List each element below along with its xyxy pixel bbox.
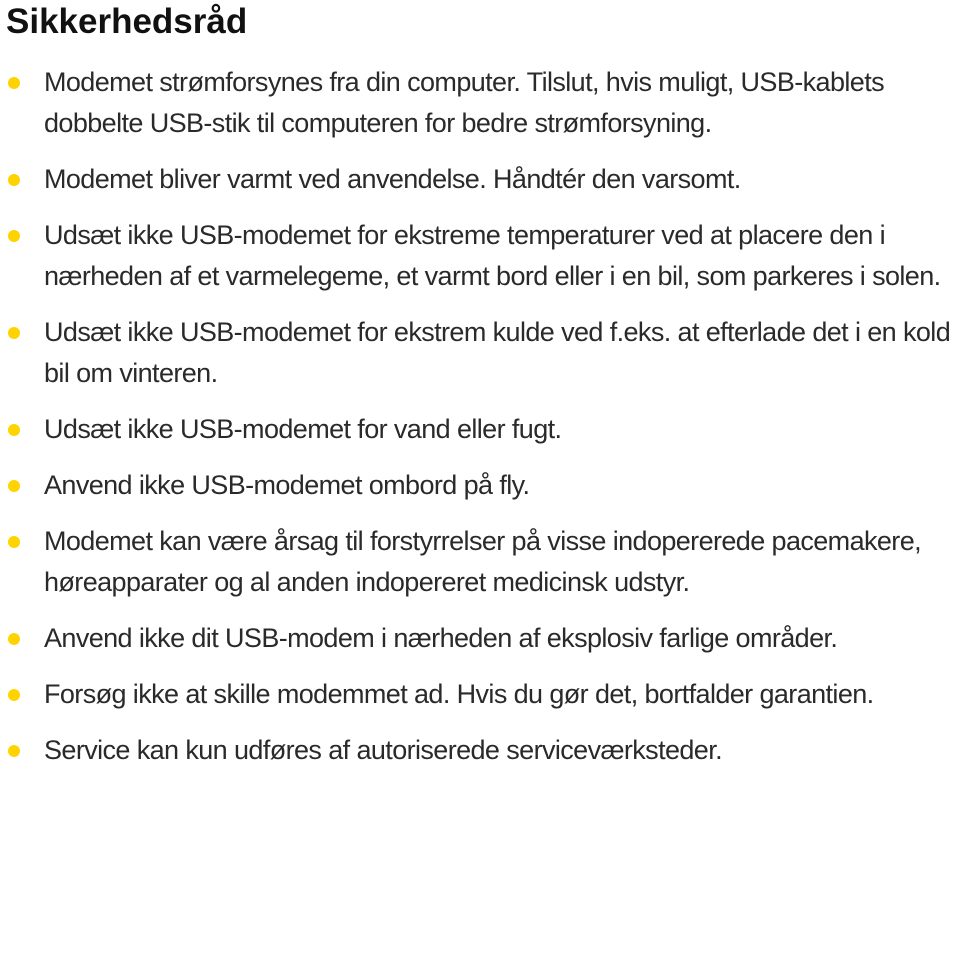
list-item [0, 521, 960, 603]
list-item-text: Udsæt ikke USB-modemet for ekstreme temperaturer ved at placere den i nærheden af et varmelegeme, et varmt bord eller i en bil, som parkeres i solen. [44, 220, 941, 291]
bullet-dot-icon [8, 689, 20, 701]
page-title: Sikkerhedsråd [6, 2, 248, 41]
list-item [0, 312, 960, 394]
list-item-text: Forsøg ikke at skille modemmet ad. Hvis du gør det, bortfalder garantien. [44, 679, 874, 709]
bullet-dot-icon [8, 77, 20, 89]
list-item-text: Anvend ikke dit USB-modem i nærheden af eksplosiv farlige områder. [44, 623, 838, 653]
bullet-dot-icon [8, 536, 20, 548]
bullet-dot-icon [8, 327, 20, 339]
safety-list [0, 62, 960, 786]
list-item-text: Modemet kan være årsag til forstyrrelser på visse indopererede pacemakere, høreapparater og al anden indopereret medicinsk udstyr. [44, 526, 922, 597]
list-item-text: Modemet strømforsynes fra din computer. Tilslut, hvis muligt, USB-kablets dobbelte USB-stik til computeren for bedre strømforsyning. [44, 67, 884, 138]
list-item [0, 215, 960, 297]
list-item [0, 62, 960, 144]
list-item-text: Udsæt ikke USB-modemet for vand eller fugt. [44, 414, 562, 444]
list-item [0, 159, 960, 200]
list-item [0, 618, 960, 659]
list-item-text: Service kan kun udføres af autoriserede serviceværksteder. [44, 735, 723, 765]
list-item [0, 465, 960, 506]
list-item [0, 409, 960, 450]
bullet-dot-icon [8, 230, 20, 242]
list-item [0, 674, 960, 715]
bullet-dot-icon [8, 480, 20, 492]
list-item-text: Anvend ikke USB-modemet ombord på fly. [44, 470, 530, 500]
list-item [0, 730, 960, 771]
list-item-text: Udsæt ikke USB-modemet for ekstrem kulde ved f.eks. at efterlade det i en kold bil om vinteren. [44, 317, 951, 388]
bullet-dot-icon [8, 174, 20, 186]
bullet-dot-icon [8, 745, 20, 757]
list-item-text: Modemet bliver varmt ved anvendelse. Håndtér den varsomt. [44, 164, 741, 194]
bullet-dot-icon [8, 424, 20, 436]
bullet-dot-icon [8, 633, 20, 645]
